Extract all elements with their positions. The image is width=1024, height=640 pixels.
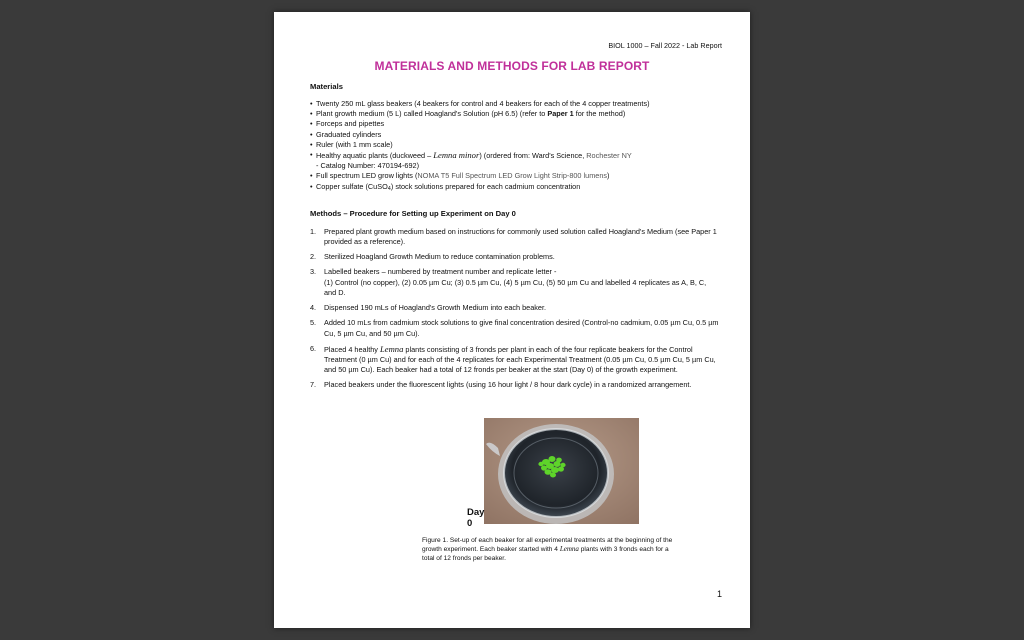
list-item: 7. Placed beakers under the fluorescent lights (using 16 hour light / 8 hour dark cycle) in a randomized arrangement.: [310, 380, 692, 390]
list-item: 2. Sterilized Hoagland Growth Medium to reduce contamination problems.: [310, 252, 555, 262]
photo-label: Day 0: [467, 507, 485, 529]
list-item: • Full spectrum LED grow lights (NOMA T5 Full Spectrum LED Grow Light Strip-800 lumens): [310, 171, 730, 181]
page-number: 1: [716, 589, 722, 599]
beaker-illustration: [484, 418, 639, 524]
document-page: [274, 12, 750, 628]
course-header: BIOL 1000 – Fall 2022 - Lab Report: [608, 41, 722, 50]
figure-caption: Figure 1. Set-up of each beaker for all experimental treatments at the beginning of the growth experiment. Each beaker started with 4 Lemna plants with 3 fronds each for a total of 12 fronds per beaker.: [422, 537, 673, 563]
list-item: • Twenty 250 mL glass beakers (4 beakers for control and 4 beakers for each of the 4 copper treatments): [310, 99, 730, 109]
list-item: • Graduated cylinders: [310, 130, 730, 140]
list-item: • Copper sulfate (CuSO4) stock solutions prepared for each cadmium concentration: [310, 182, 730, 194]
beaker-photo: [484, 418, 639, 524]
list-item: 3. Labelled beakers – numbered by treatment number and replicate letter - (1) Control (no copper), (2) 0.05 µm Cu; (3) 0.5 µm Cu, (4) 5 µm Cu, (5) 50 µm Cu and labelled 4 replicates as A, B, C, and D.: [310, 267, 707, 298]
list-item: 1. Prepared plant growth medium based on instructions for commonly used solution called Hoagland's Medium (see Paper 1 provided as a reference).: [310, 227, 717, 247]
materials-heading: Materials: [310, 82, 343, 91]
list-item: 6. Placed 4 healthy Lemna plants consisting of 3 fronds per plant in each of the four replicate beakers for the Control Treatment (0 µm Cu) and for each of the 4 replicates for each Experimental Treatment (0.05 µm Cu, 0.5 µm Cu, 5 µm Cu, and 50 µm Cu). Each beaker had a total of 12 fronds per beaker at the start (Day 0) of the growth experiment.: [310, 343, 716, 375]
list-item: • Ruler (with 1 mm scale): [310, 140, 730, 150]
list-item: • Plant growth medium (5 L) called Hoagland's Solution (pH 6.5) (refer to Paper 1 for the method): [310, 109, 730, 119]
methods-steps: [310, 227, 720, 395]
page-title: MATERIALS AND METHODS FOR LAB REPORT: [374, 59, 650, 73]
list-item: • Forceps and pipettes: [310, 119, 730, 129]
list-item: • Healthy aquatic plants (duckweed – Lemna minor) (ordered from: Ward's Science, Rochester NY - Catalog Number: 470194-692): [310, 150, 730, 171]
materials-list: [310, 99, 730, 194]
methods-heading: Methods – Procedure for Setting up Experiment on Day 0: [310, 209, 516, 218]
list-item: 4. Dispensed 190 mLs of Hoagland's Growth Medium into each beaker.: [310, 303, 547, 313]
list-item: 5. Added 10 mLs from cadmium stock solutions to give final concentration desired (Control-no cadmium, 0.05 µm Cu, 0.5 µm Cu, 5 µm Cu, and 50 µm Cu).: [310, 318, 719, 338]
